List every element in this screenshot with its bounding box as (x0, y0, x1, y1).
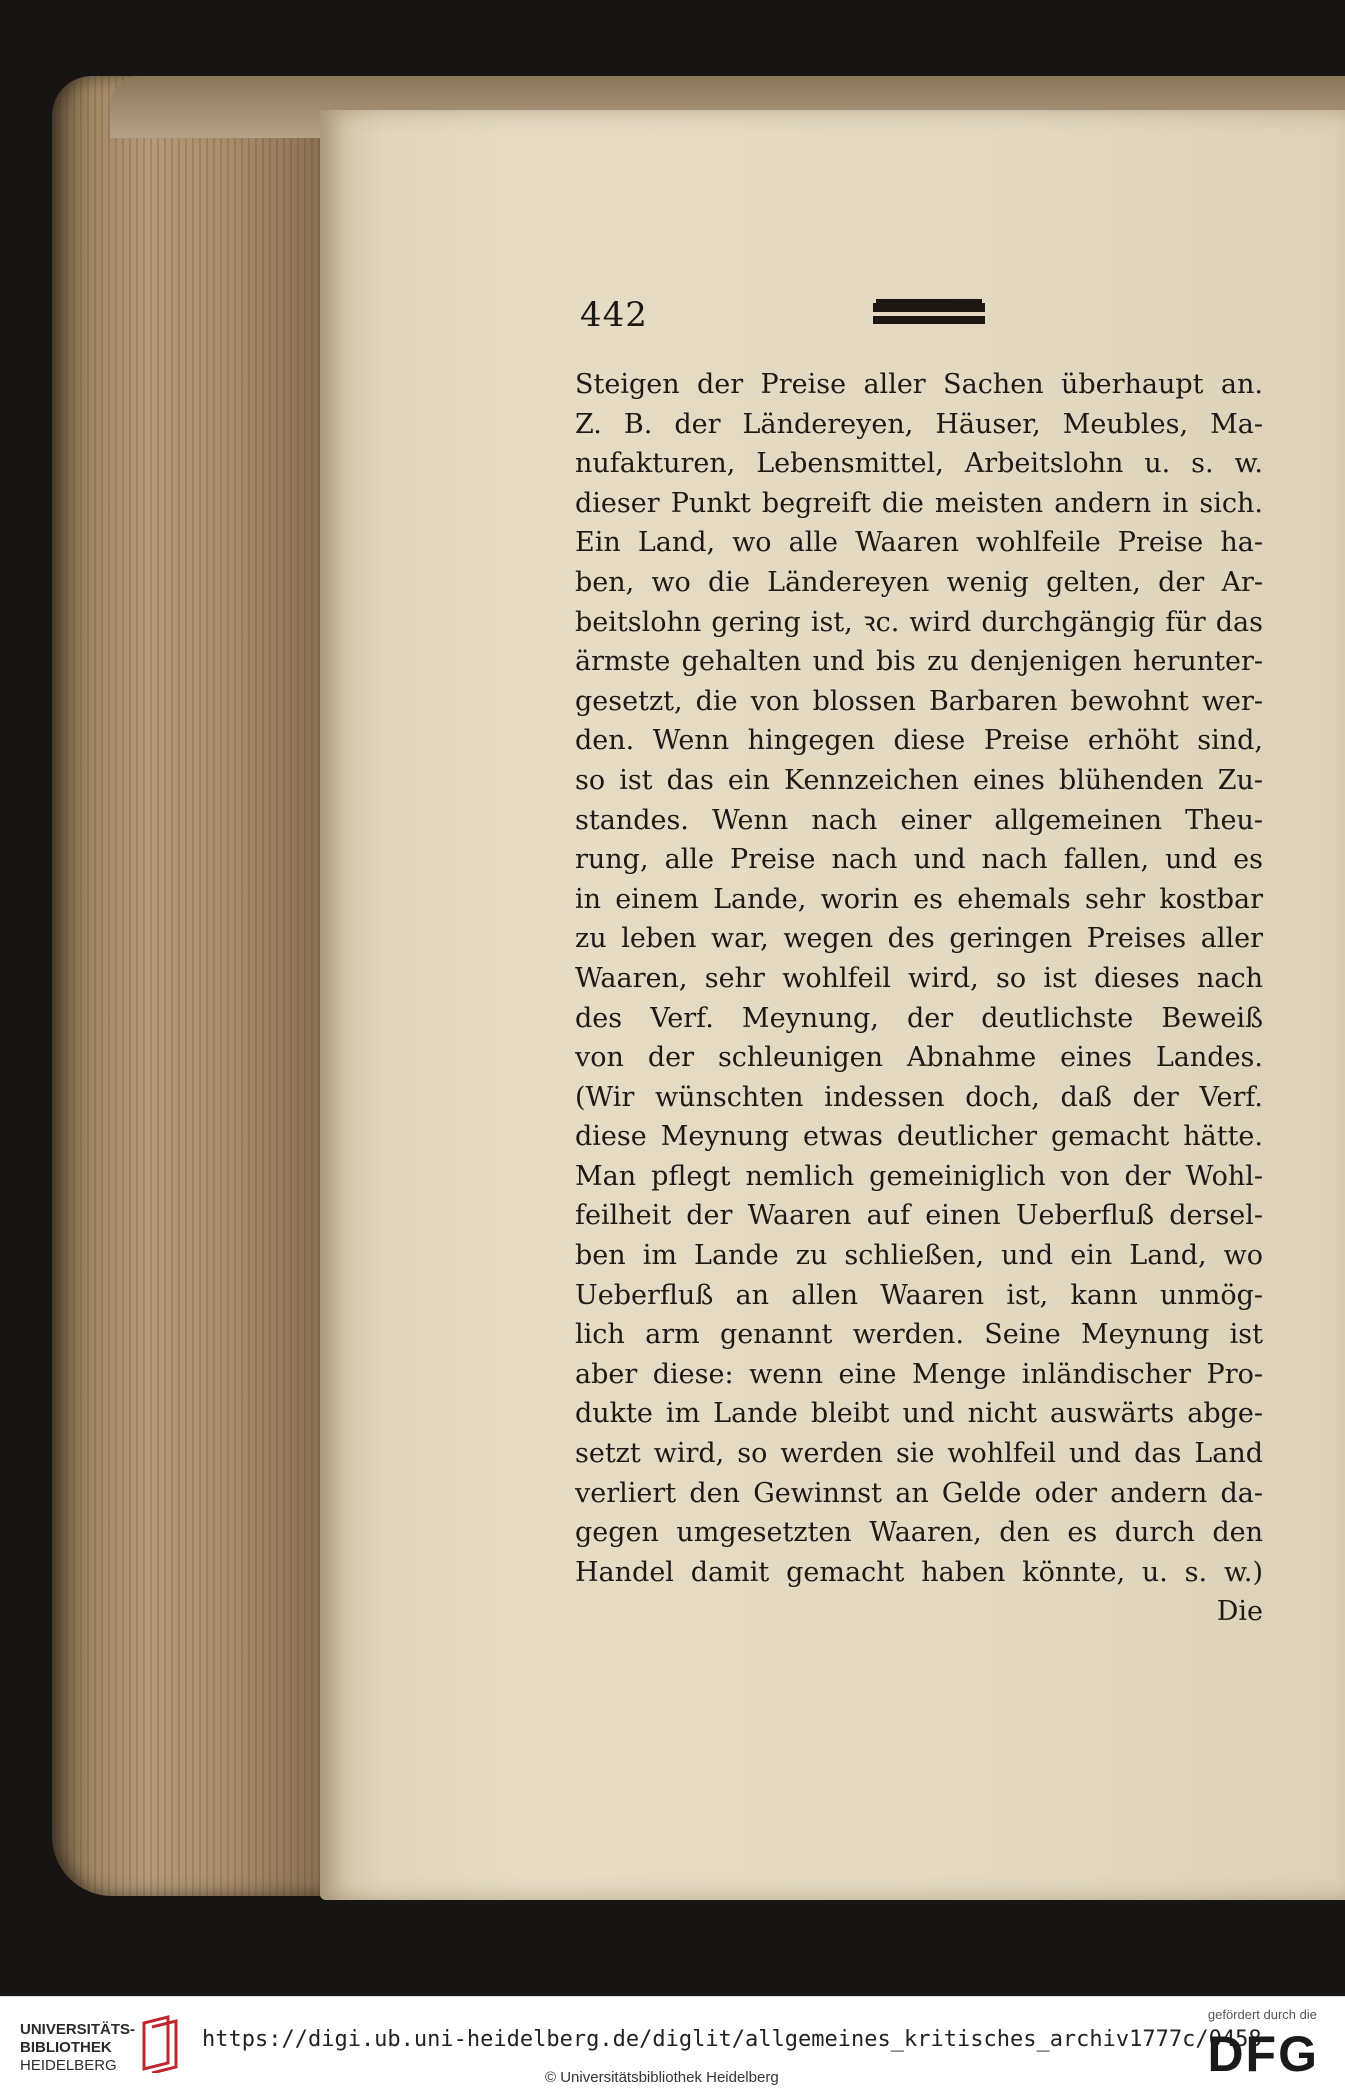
text-line: Waaren, sehr wohlfeil wird, so ist dieses nach (575, 962, 1263, 994)
funding-note: gefördert durch die (1207, 2007, 1317, 2022)
text-line: so ist das ein Kennzeichen eines blühenden Zu- (575, 764, 1263, 796)
text-line: setzt wird, so werden sie wohlfeil und das Land (575, 1438, 1263, 1470)
text-line: Ueberfluß an allen Waaren ist, kann unmög- (575, 1279, 1263, 1311)
text-line: standes. Wenn nach einer allgemeinen Theu- (575, 804, 1263, 836)
header-rule (873, 303, 985, 324)
text-line: Handel damit gemacht haben könnte, u. s. w.) (575, 1556, 1263, 1588)
library-logo-icon (138, 2013, 184, 2073)
page-text (575, 365, 1263, 1632)
text-line: feilheit der Waaren auf einen Ueberfluß dersel- (575, 1200, 1263, 1232)
text-line: Man pflegt nemlich gemeiniglich von der Wohl- (575, 1160, 1263, 1192)
text-line: ben im Lande zu schließen, und ein Land, wo (575, 1240, 1263, 1272)
library-logo-text (20, 2021, 135, 2075)
text-line: dieser Punkt begreift die meisten andern in sich. (575, 487, 1263, 519)
text-line: Z. B. der Ländereyen, Häuser, Meubles, Ma- (575, 408, 1263, 440)
text-line: verliert den Gewinnst an Gelde oder andern da- (575, 1477, 1263, 1509)
dfg-logo: DFG (1207, 2026, 1319, 2082)
text-line: von der schleunigen Abnahme eines Landes. (575, 1042, 1263, 1074)
text-line: gegen umgesetzten Waaren, den es durch den (575, 1517, 1263, 1549)
permalink-url[interactable]: https://digi.ub.uni-heidelberg.de/diglit/allgemeines_kritisches_archiv1777c/0458 (202, 2027, 1262, 2052)
copyright-notice: © Universitätsbibliothek Heidelberg (545, 2069, 779, 2086)
text-line: ben, wo die Ländereyen wenig gelten, der Ar- (575, 566, 1263, 598)
text-line: aber diese: wenn eine Menge inländischer Pro- (575, 1358, 1263, 1390)
library-name-line1: UNIVERSITÄTS- (20, 2021, 136, 2038)
text-line: Steigen der Preise aller Sachen überhaupt an. (575, 369, 1263, 400)
page-number: 442 (580, 295, 648, 335)
library-name-line3: HEIDELBERG (20, 2057, 117, 2074)
text-line: des Verf. Meynung, der deutlichste Beweiß (575, 1002, 1263, 1034)
text-line: gesetzt, die von blossen Barbaren bewohnt wer- (575, 685, 1263, 717)
text-line: diese Meynung etwas deutlicher gemacht hätte. (575, 1121, 1263, 1153)
text-line: dukte im Lande bleibt und nicht auswärts abge- (575, 1398, 1263, 1430)
text-line: ärmste gehalten und bis zu denjenigen herunter- (575, 646, 1263, 678)
catchword: Die (1216, 1596, 1263, 1628)
viewer-footer (0, 1996, 1345, 2094)
text-line: Ein Land, wo alle Waaren wohlfeile Preise ha- (575, 527, 1263, 559)
text-line: den. Wenn hingegen diese Preise erhöht sind, (575, 725, 1263, 757)
text-line: in einem Lande, worin es ehemals sehr kostbar (575, 883, 1263, 915)
text-line: lich arm genannt werden. Seine Meynung ist (575, 1319, 1263, 1351)
text-line: nufakturen, Lebensmittel, Arbeitslohn u. s. w. (575, 448, 1263, 480)
text-line: rung, alle Preise nach und nach fallen, und es (575, 844, 1263, 876)
text-line: beitslohn gering ist, ꝛc. wird durchgängig für das (575, 606, 1263, 638)
text-line: zu leben war, wegen des geringen Preises aller (575, 923, 1263, 955)
library-name-line2: BIBLIOTHEK (20, 2039, 112, 2056)
text-line: (Wir wünschten indessen doch, daß der Verf. (575, 1081, 1263, 1113)
